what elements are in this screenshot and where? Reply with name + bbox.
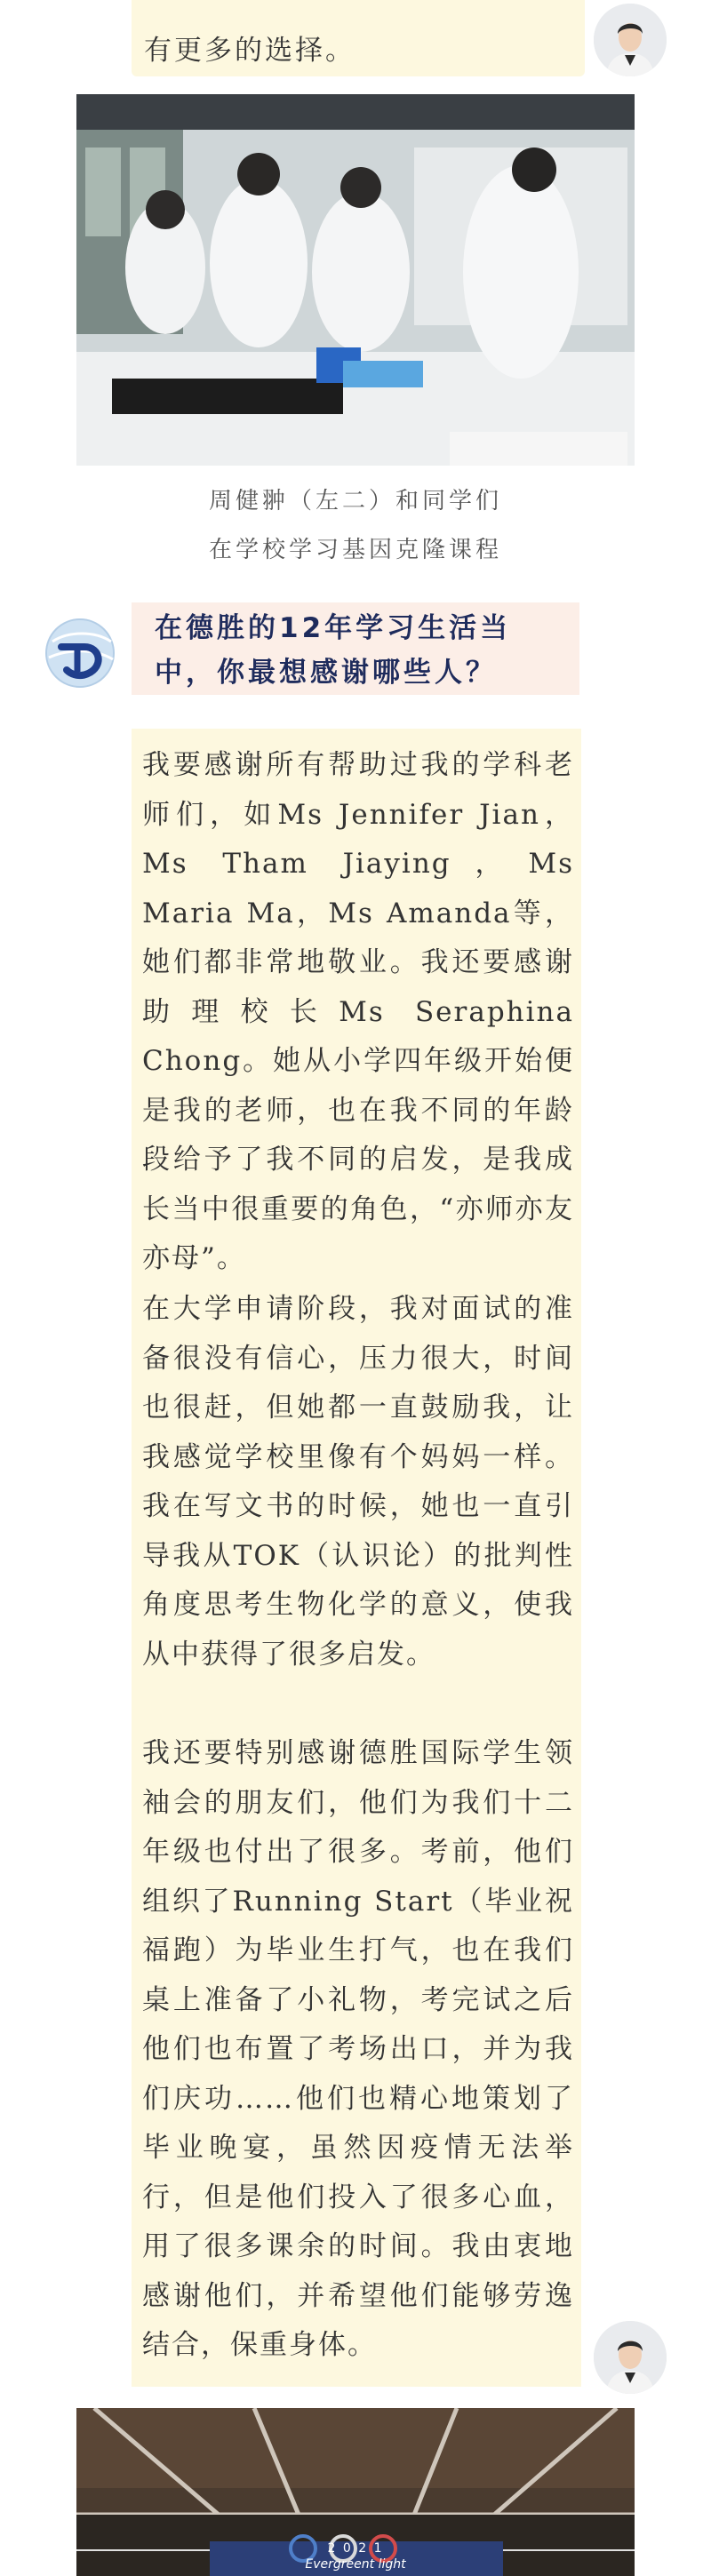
bubble-text: 有更多的选择。 [144, 35, 356, 67]
student-avatar [594, 4, 667, 76]
question-text: 在德胜的12年学习生活当 中，你最想感谢哪些人？ [155, 612, 512, 689]
answer-paragraph-2: 在大学申请阶段，我对面试的准备很没有信心，压力很大，时间也很赶，但她都一直鼓励我，让我感觉学校里像有个妈妈一样。我在写文书的时候，她也一直引导我从TOK（认识论）的批判性角度思考生物化学的意义，使我从中获得了很多启发。 [142, 1293, 574, 1671]
student-avatar [594, 2321, 667, 2394]
banner-text: Evergreent light [305, 2557, 406, 2572]
question-box [132, 602, 579, 695]
event-photo [76, 2408, 635, 2576]
school-logo-icon [42, 615, 118, 691]
lab-photo [76, 94, 635, 466]
photo-caption-line2: 在学校学习基因克隆课程 [208, 537, 502, 563]
answer-paragraph-1: 我要感谢所有帮助过我的学科老师们，如Ms Jennifer Jian，Ms Tham Jiaying，Ms Maria Ma，Ms Amanda等，她们都非常地敬业。我还要感谢助理校长Ms Seraphina Chong。她从小学四年级开始便是我的老师，也在我不同的年龄段给予了我不同的启发，是我成长当中很重要的角色，“亦师亦友亦母”。 [142, 749, 574, 1274]
banner-year: 2 0 2 1 [327, 2541, 384, 2556]
answer-block [132, 729, 581, 2387]
photo-caption-line1: 周健翀（左二）和同学们 [208, 488, 502, 514]
top-speech-bubble [132, 0, 585, 76]
answer-paragraph-3: 我还要特别感谢德胜国际学生领袖会的朋友们，他们为我们十二年级也付出了很多。考前，他们组织了Running Start（毕业祝福跑）为毕业生打气，也在我们桌上准备了小礼物，考完试之后他们也布置了考场出口，并为我们庆功……他们也精心地策划了毕业晚宴，虽然因疫情无法举行，但是他们投入了很多心血，用了很多课余的时间。我由衷地感谢他们，并希望他们能够劳逸结合，保重身体。 [142, 1737, 574, 2361]
